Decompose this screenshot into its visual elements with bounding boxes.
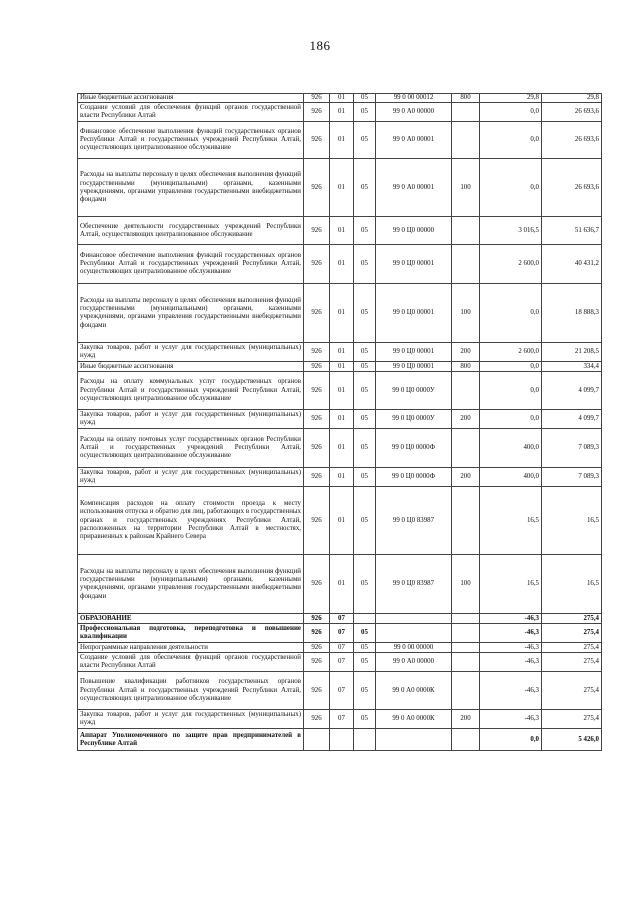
cell-target-article: 99 0 Ц0 00001 xyxy=(376,343,452,362)
cell-section: 01 xyxy=(330,245,354,284)
cell-target-article: 99 0 00 00012 xyxy=(376,94,452,103)
table-body xyxy=(78,94,602,751)
cell-target-article: 99 0 Ц0 00001 xyxy=(376,362,452,372)
cell-ministry-code: 926 xyxy=(304,429,330,468)
cell-expense-type: 800 xyxy=(452,94,480,103)
cell-amount-change: -46,3 xyxy=(480,672,542,710)
cell-subsection: 05 xyxy=(354,122,376,159)
cell-amount-total: 29,8 xyxy=(542,94,602,103)
cell-section: 01 xyxy=(330,410,354,429)
cell-amount-total: 4 099,7 xyxy=(542,410,602,429)
cell-ministry-code: 926 xyxy=(304,643,330,653)
cell-amount-change: 29,8 xyxy=(480,94,542,103)
cell-ministry-code: 926 xyxy=(304,614,330,624)
cell-expense-type xyxy=(452,624,480,643)
cell-amount-total: 7 089,3 xyxy=(542,468,602,487)
cell-subsection xyxy=(354,729,376,751)
cell-ministry-code: 926 xyxy=(304,410,330,429)
cell-subsection xyxy=(354,614,376,624)
cell-section: 07 xyxy=(330,624,354,643)
cell-ministry-code: 926 xyxy=(304,284,330,343)
cell-amount-total: 40 431,2 xyxy=(542,245,602,284)
cell-expense-type xyxy=(452,122,480,159)
cell-target-article: 99 0 Ц0 0000У xyxy=(376,410,452,429)
cell-subsection: 05 xyxy=(354,245,376,284)
table-row xyxy=(78,410,602,429)
cell-subsection: 05 xyxy=(354,284,376,343)
cell-subsection: 05 xyxy=(354,217,376,245)
table-row xyxy=(78,372,602,410)
cell-target-article: 99 0 А0 00001 xyxy=(376,122,452,159)
cell-target-article: 99 0 Ц0 00001 xyxy=(376,284,452,343)
cell-name: Расходы на выплаты персоналу в целях обеспечения выполнения функций государственными (муниципальными) органами, казенными учреждениями, органами управления государственными внебюджетными фондами xyxy=(78,284,304,343)
cell-ministry-code: 926 xyxy=(304,372,330,410)
cell-subsection: 05 xyxy=(354,410,376,429)
cell-expense-type: 200 xyxy=(452,343,480,362)
cell-name: Расходы на выплаты персоналу в целях обеспечения выполнения функций государственными (муниципальными) органами, казенными учреждениями, органами управления государственными внебюджетными фондами xyxy=(78,159,304,217)
cell-subsection: 05 xyxy=(354,94,376,103)
cell-amount-change: 0,0 xyxy=(480,159,542,217)
cell-name: Закупка товаров, работ и услуг для государственных (муниципальных) нужд xyxy=(78,343,304,362)
cell-amount-total: 7 089,3 xyxy=(542,429,602,468)
cell-expense-type: 100 xyxy=(452,284,480,343)
table-row xyxy=(78,729,602,751)
cell-amount-total: 26 693,6 xyxy=(542,159,602,217)
cell-target-article: 99 0 А0 00000 xyxy=(376,103,452,122)
table-row xyxy=(78,468,602,487)
table-row xyxy=(78,614,602,624)
cell-amount-total: 5 426,0 xyxy=(542,729,602,751)
cell-target-article: 99 0 Ц0 00000 xyxy=(376,217,452,245)
table-row xyxy=(78,624,602,643)
cell-target-article: 99 0 А0 00000 xyxy=(376,653,452,672)
cell-name: Иные бюджетные ассигнования xyxy=(78,362,304,372)
cell-amount-total: 275,4 xyxy=(542,672,602,710)
cell-subsection: 05 xyxy=(354,643,376,653)
cell-amount-change: -46,3 xyxy=(480,614,542,624)
cell-expense-type xyxy=(452,217,480,245)
cell-amount-total: 4 099,7 xyxy=(542,372,602,410)
cell-amount-change: -46,3 xyxy=(480,643,542,653)
cell-amount-total: 21 208,5 xyxy=(542,343,602,362)
cell-name: Компенсация расходов на оплату стоимости проезда к месту использования отпуска и обратно для лиц, работающих в государственных органах и государственных учреждениях Республики Алтай, расположенных на территории Республики Алтай в местностях, приравненных к районам Крайнего Севера xyxy=(78,487,304,555)
cell-expense-type: 100 xyxy=(452,555,480,614)
table-row xyxy=(78,245,602,284)
cell-name: Финансовое обеспечение выполнения функций государственных органов Республики Алтай и государственных учреждений Республики Алтай, осуществляющих централизованное обслуживание xyxy=(78,122,304,159)
cell-name: Финансовое обеспечение выполнения функций государственных органов Республики Алтай и государственных учреждений Республики Алтай, осуществляющих централизованное обслуживание xyxy=(78,245,304,284)
cell-name: Профессиональная подготовка, переподготовка и повышение квалификации xyxy=(78,624,304,643)
cell-amount-change: 0,0 xyxy=(480,372,542,410)
cell-amount-total: 275,4 xyxy=(542,710,602,729)
cell-expense-type: 100 xyxy=(452,159,480,217)
cell-subsection: 05 xyxy=(354,372,376,410)
cell-target-article: 99 0 Ц0 83987 xyxy=(376,487,452,555)
cell-section: 07 xyxy=(330,643,354,653)
cell-expense-type: 200 xyxy=(452,468,480,487)
cell-subsection: 05 xyxy=(354,468,376,487)
cell-ministry-code xyxy=(304,729,330,751)
cell-section: 07 xyxy=(330,614,354,624)
cell-subsection: 05 xyxy=(354,624,376,643)
cell-ministry-code: 926 xyxy=(304,122,330,159)
cell-name: Непрограммные направления деятельности xyxy=(78,643,304,653)
cell-subsection: 05 xyxy=(354,487,376,555)
table-row xyxy=(78,343,602,362)
cell-expense-type: 200 xyxy=(452,410,480,429)
table-row xyxy=(78,284,602,343)
cell-name: Повышение квалификации работников государственных органов Республики Алтай и государственных учреждений Республики Алтай, осуществляющих централизованное обслуживание xyxy=(78,672,304,710)
cell-ministry-code: 926 xyxy=(304,94,330,103)
cell-ministry-code: 926 xyxy=(304,362,330,372)
cell-ministry-code: 926 xyxy=(304,710,330,729)
cell-amount-total: 26 693,6 xyxy=(542,122,602,159)
cell-subsection: 05 xyxy=(354,429,376,468)
cell-ministry-code: 926 xyxy=(304,555,330,614)
cell-expense-type xyxy=(452,429,480,468)
budget-table xyxy=(77,93,602,751)
cell-amount-total: 51 636,7 xyxy=(542,217,602,245)
cell-amount-change: 16,5 xyxy=(480,487,542,555)
cell-subsection: 05 xyxy=(354,710,376,729)
cell-expense-type xyxy=(452,245,480,284)
cell-ministry-code: 926 xyxy=(304,159,330,217)
cell-amount-change: 0,0 xyxy=(480,410,542,429)
cell-name: Иные бюджетные ассигнования xyxy=(78,94,304,103)
cell-name: Закупка товаров, работ и услуг для государственных (муниципальных) нужд xyxy=(78,410,304,429)
cell-name: Закупка товаров, работ и услуг для государственных (муниципальных) нужд xyxy=(78,468,304,487)
cell-amount-change: -46,3 xyxy=(480,710,542,729)
cell-amount-total: 275,4 xyxy=(542,614,602,624)
cell-ministry-code: 926 xyxy=(304,624,330,643)
cell-subsection: 05 xyxy=(354,159,376,217)
cell-expense-type xyxy=(452,672,480,710)
cell-amount-total: 16,5 xyxy=(542,555,602,614)
cell-amount-total: 16,5 xyxy=(542,487,602,555)
cell-target-article xyxy=(376,614,452,624)
cell-section: 01 xyxy=(330,468,354,487)
cell-subsection: 05 xyxy=(354,555,376,614)
cell-ministry-code: 926 xyxy=(304,468,330,487)
cell-name: ОБРАЗОВАНИЕ xyxy=(78,614,304,624)
cell-amount-change: 0,0 xyxy=(480,729,542,751)
cell-name: Расходы на оплату коммунальных услуг государственных органов Республики Алтай и государственных учреждений Республики Алтай, осуществляющих централизованное обслуживание xyxy=(78,372,304,410)
table-row xyxy=(78,555,602,614)
table-row xyxy=(78,429,602,468)
cell-name: Расходы на оплату почтовых услуг государственных органов Республики Алтай и государственных учреждений Республики Алтай, осуществляющих централизованное обслуживание xyxy=(78,429,304,468)
page-number: 186 xyxy=(309,38,331,53)
cell-expense-type xyxy=(452,487,480,555)
table-row xyxy=(78,487,602,555)
table-row xyxy=(78,672,602,710)
cell-amount-total: 275,4 xyxy=(542,624,602,643)
cell-amount-change: 2 600,0 xyxy=(480,343,542,362)
cell-expense-type xyxy=(452,729,480,751)
cell-expense-type xyxy=(452,103,480,122)
cell-section: 01 xyxy=(330,103,354,122)
cell-amount-change: 16,5 xyxy=(480,555,542,614)
cell-amount-change: -46,3 xyxy=(480,624,542,643)
cell-section: 01 xyxy=(330,122,354,159)
cell-target-article xyxy=(376,624,452,643)
cell-target-article: 99 0 Ц0 0000Ф xyxy=(376,429,452,468)
cell-section: 07 xyxy=(330,710,354,729)
cell-section: 01 xyxy=(330,555,354,614)
cell-section: 01 xyxy=(330,429,354,468)
cell-amount-total: 275,4 xyxy=(542,653,602,672)
cell-section: 07 xyxy=(330,672,354,710)
cell-ministry-code: 926 xyxy=(304,672,330,710)
cell-amount-change: 0,0 xyxy=(480,122,542,159)
cell-target-article: 99 0 Ц0 0000У xyxy=(376,372,452,410)
cell-expense-type xyxy=(452,653,480,672)
cell-amount-total: 26 693,6 xyxy=(542,103,602,122)
cell-name: Аппарат Уполномоченного по защите прав предпринимателей в Республике Алтай xyxy=(78,729,304,751)
cell-ministry-code: 926 xyxy=(304,487,330,555)
table-row xyxy=(78,362,602,372)
table-row xyxy=(78,122,602,159)
cell-amount-change: -46,3 xyxy=(480,653,542,672)
cell-section: 01 xyxy=(330,284,354,343)
cell-ministry-code: 926 xyxy=(304,653,330,672)
table-row xyxy=(78,643,602,653)
cell-section: 01 xyxy=(330,362,354,372)
cell-section: 01 xyxy=(330,94,354,103)
cell-section: 01 xyxy=(330,487,354,555)
cell-amount-change: 400,0 xyxy=(480,429,542,468)
cell-amount-change: 0,0 xyxy=(480,362,542,372)
cell-subsection: 05 xyxy=(354,672,376,710)
cell-section: 01 xyxy=(330,217,354,245)
cell-name: Расходы на выплаты персоналу в целях обеспечения выполнения функций государственными (муниципальными) органами, казенными учреждениями, органами управления государственными внебюджетными фондами xyxy=(78,555,304,614)
cell-expense-type xyxy=(452,643,480,653)
cell-expense-type xyxy=(452,372,480,410)
cell-amount-total: 18 888,3 xyxy=(542,284,602,343)
cell-target-article: 99 0 Ц0 00001 xyxy=(376,245,452,284)
cell-name: Создание условий для обеспечения функций органов государственной власти Республики Алтай xyxy=(78,653,304,672)
cell-amount-total: 275,4 xyxy=(542,643,602,653)
cell-section: 01 xyxy=(330,372,354,410)
cell-section: 01 xyxy=(330,159,354,217)
cell-subsection: 05 xyxy=(354,103,376,122)
cell-subsection: 05 xyxy=(354,653,376,672)
cell-subsection: 05 xyxy=(354,343,376,362)
cell-section: 01 xyxy=(330,343,354,362)
table-row xyxy=(78,710,602,729)
cell-subsection: 05 xyxy=(354,362,376,372)
cell-amount-change: 3 016,5 xyxy=(480,217,542,245)
cell-ministry-code: 926 xyxy=(304,343,330,362)
cell-name: Обеспечение деятельности государственных учреждений Республики Алтай, осуществляющих централизованное обслуживание xyxy=(78,217,304,245)
table-row xyxy=(78,103,602,122)
cell-expense-type xyxy=(452,614,480,624)
table-row xyxy=(78,94,602,103)
cell-amount-change: 0,0 xyxy=(480,103,542,122)
cell-amount-change: 2 600,0 xyxy=(480,245,542,284)
cell-target-article xyxy=(376,729,452,751)
cell-section: 07 xyxy=(330,653,354,672)
cell-ministry-code: 926 xyxy=(304,245,330,284)
table-row xyxy=(78,159,602,217)
cell-expense-type: 200 xyxy=(452,710,480,729)
cell-target-article: 99 0 А0 0000К xyxy=(376,672,452,710)
cell-ministry-code: 926 xyxy=(304,103,330,122)
table-row xyxy=(78,217,602,245)
cell-target-article: 99 0 А0 0000К xyxy=(376,710,452,729)
table-row xyxy=(78,653,602,672)
cell-amount-change: 400,0 xyxy=(480,468,542,487)
cell-section xyxy=(330,729,354,751)
cell-amount-change: 0,0 xyxy=(480,284,542,343)
cell-target-article: 99 0 00 00000 xyxy=(376,643,452,653)
cell-expense-type: 800 xyxy=(452,362,480,372)
cell-name: Создание условий для обеспечения функций органов государственной власти Республики Алтай xyxy=(78,103,304,122)
cell-amount-total: 334,4 xyxy=(542,362,602,372)
cell-target-article: 99 0 А0 00001 xyxy=(376,159,452,217)
cell-ministry-code: 926 xyxy=(304,217,330,245)
cell-name: Закупка товаров, работ и услуг для государственных (муниципальных) нужд xyxy=(78,710,304,729)
cell-target-article: 99 0 Ц0 83987 xyxy=(376,555,452,614)
cell-target-article: 99 0 Ц0 0000Ф xyxy=(376,468,452,487)
